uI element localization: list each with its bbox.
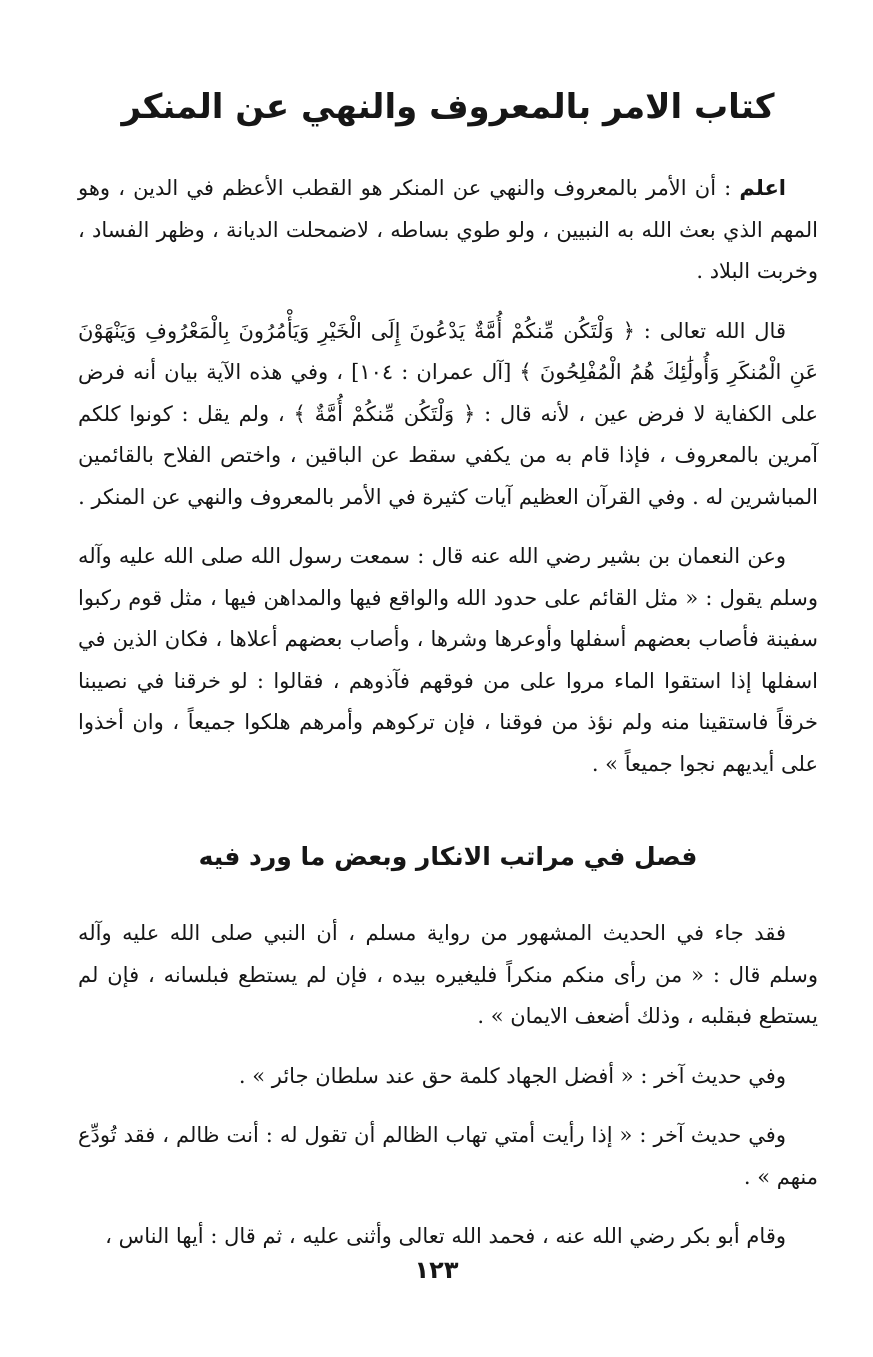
section-heading: فصل في مراتب الانكار وبعض ما ورد فيه xyxy=(198,842,698,871)
quran-paragraph: قال الله تعالى : ﴿ وَلْتَكُن مِّنكُمْ أُمَّةٌ يَدْعُونَ إِلَى الْخَيْرِ وَيَأْمُرُونَ بِالْمَعْرُوفِ وَيَنْهَوْنَ عَنِ الْمُنكَرِ وَأُولَٰئِكَ هُمُ الْمُفْلِحُونَ ﴾ [آل عمران : ١٠٤] ، وفي هذه الآية بيان أنه فرض على الكفاية لا فرض عين ، لأنه قال : ﴿ وَلْتَكُن مِّنكُمْ أُمَّةٌ ﴾ ، ولم يقل : كونوا كلكم آمرين بالمعروف ، فإذا قام به من يكفي سقط عن الباقين ، واختص الفلاح بالقائمين المباشرين له . وفي القرآن العظيم آيات كثيرة في الأمر بالمعروف والنهي عن المنكر . xyxy=(78,318,818,509)
book-page xyxy=(78,78,818,1276)
hadith-jihad-paragraph: وفي حديث آخر : « أفضل الجهاد كلمة حق عند سلطان جائر » . xyxy=(238,1063,786,1088)
page-number: ١٢٣ xyxy=(414,1256,459,1284)
intro-text: : أن الأمر بالمعروف والنهي عن المنكر هو القطب الأعظم في الدين ، وهو المهم الذي بعث الله به النبيين ، ولو طوي بساطه ، لاضمحلت الديانة ، وظهر الفساد ، وخربت البلاد . xyxy=(78,176,818,283)
chapter-title: كتاب الامر بالمعروف والنهي عن المنكر xyxy=(121,87,775,127)
hadith-muslim-paragraph: فقد جاء في الحديث المشهور من رواية مسلم ، أن النبي صلى الله عليه وآله وسلم قال : « من رأى منكم منكراً فليغيره بيده ، فإن لم يستطع فبلسانه ، فإن لم يستطع فبقلبه ، وذلك أضعف الايمان » . xyxy=(78,921,818,1028)
hadith-ship-paragraph: وعن النعمان بن بشير رضي الله عنه قال : سمعت رسول الله صلى الله عليه وآله وسلم يقول : « مثل القائم على حدود الله والواقع فيها والمداهن فيها ، مثل قوم ركبوا سفينة فأصاب بعضهم أسفلها وأوعرها وشرها ، وأصاب بعضهم أعلاها ، فكان الذين في اسفلها إذا استقوا الماء مروا على من فوقهم فآذوهم ، فقالوا : لو خرقنا في نصيبنا خرقاً فاستقينا منه ولم نؤذ من فوقنا ، فإن تركوهم وأمرهم هلكوا جميعاً ، وان أخذوا على أيديهم نجوا جميعاً » . xyxy=(78,544,818,776)
intro-paragraph xyxy=(78,168,818,293)
lead-word: اعلم xyxy=(739,176,786,200)
abu-bakr-paragraph: وقام أبو بكر رضي الله عنه ، فحمد الله تعالى وأثنى عليه ، ثم قال : أيها الناس ، xyxy=(105,1224,786,1248)
hadith-oppressor-paragraph: وفي حديث آخر : « إذا رأيت أمتي تهاب الظالم أن تقول له : أنت ظالم ، فقد تُودِّع منهم » . xyxy=(78,1123,818,1189)
